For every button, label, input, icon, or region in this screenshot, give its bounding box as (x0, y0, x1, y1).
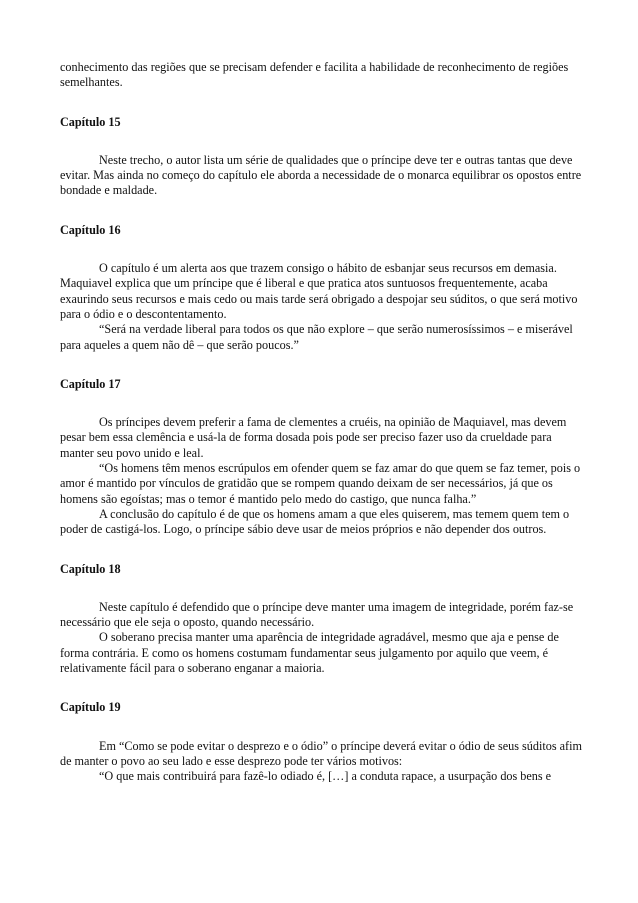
chapter-heading-19: Capítulo 19 (60, 700, 121, 715)
document-page (60, 60, 582, 785)
chapter-17-paragraph-1: Os príncipes devem preferir a fama de clementes a cruéis, na opinião de Maquiavel, mas devem pesar bem essa clemência e usá-la de forma dosada pois pode ser preciso fazer uso da crueldade para manter seu povo unido e leal. (60, 415, 567, 460)
chapter-17-quote: “Os homens têm menos escrúpulos em ofender quem se faz amar do que quem se faz temer, pois o amor é mantido por vínculos de gratidão que se rompem quando deixam de ser necessários, já que os homens são egoístas; mas o temor é mantido pelo medo do castigo, que nunca falha.” (60, 461, 581, 506)
chapter-17-paragraph-3: A conclusão do capítulo é de que os homens amam a que eles quiserem, mas temem quem tem o poder de castigá-los. Logo, o príncipe sábio deve usar de meios próprios e não depender dos outros. (60, 506, 570, 537)
chapter-heading-16: Capítulo 16 (60, 222, 121, 237)
chapter-heading-17: Capítulo 17 (60, 376, 121, 391)
chapter-15-paragraph-1: Neste trecho, o autor lista um série de qualidades que o príncipe deve ter e outras tantas que deve evitar. Mas ainda no começo do capítulo ele aborda a necessidade de o monarca equilibrar os opostos entre bondade e maldade. (60, 152, 582, 198)
chapter-18-paragraph-2: O soberano precisa manter uma aparência de integridade agradável, mesmo que aja e pense de forma contrária. E como os homens costumam fundamentar seus julgamento por aquilo que veem, é relativamente fácil para o soberano enganar a maioria. (60, 630, 559, 676)
chapter-heading-15: Capítulo 15 (60, 114, 121, 129)
chapter-19-paragraph-1: Em “Como se pode evitar o desprezo e o ódio” o príncipe deverá evitar o ódio de seus súditos afim de manter o povo ao seu lado e esse desprezo pode ter vários motivos: (60, 738, 582, 768)
opening-paragraph: conhecimento das regiões que se precisam defender e facilita a habilidade de reconhecimento de regiões semelhantes. (60, 60, 569, 90)
chapter-heading-18: Capítulo 18 (60, 561, 121, 576)
chapter-16-quote: “Será na verdade liberal para todos os que não explore – que serão numerosíssimos – e miserável para aqueles a quem não dê – que serão poucos.” (60, 322, 573, 352)
chapter-16-paragraph-1: O capítulo é um alerta aos que trazem consigo o hábito de esbanjar seus recursos em demasia. Maquiavel explica que um príncipe que é liberal e que pratica atos suntuosos frequentemente, acaba exaurindo seus recursos e mais cedo ou mais tarde será obrigado a despojar seu súditos, o que será motivo para o ódio e o descontentamento. (60, 261, 578, 321)
chapter-19-quote: “O que mais contribuirá para fazê-lo odiado é, […] a conduta rapace, a usurpação dos bens e (99, 769, 552, 784)
chapter-18-paragraph-1: Neste capítulo é defendido que o príncipe deve manter uma imagem de integridade, porém faz-se necessário que ele seja o oposto, quando necessário. (60, 599, 574, 630)
